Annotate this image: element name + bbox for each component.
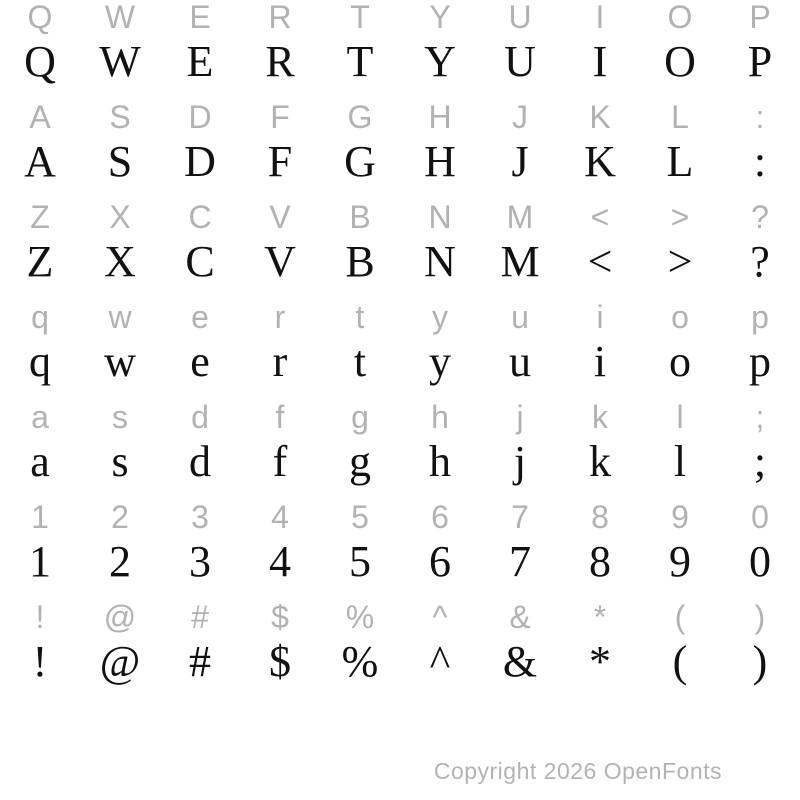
specimen-glyph: $ [269,637,291,686]
specimen-glyph: d [189,437,211,486]
char-cell [240,600,320,700]
specimen-glyph: G [344,137,376,186]
reference-glyph: * [593,599,607,635]
specimen-glyph: # [189,637,211,686]
char-row-lowercase-qwerty [0,300,800,400]
char-cell [720,400,800,500]
specimen-glyph: 7 [509,537,531,586]
specimen-glyph: S [107,137,133,186]
reference-glyph: q [31,299,49,335]
char-cell [320,0,400,100]
specimen-glyph: B [345,237,375,286]
reference-glyph: g [351,399,369,435]
specimen-glyph: M [500,237,540,286]
specimen-glyph: a [30,437,50,486]
char-cell [240,200,320,300]
char-cell [160,400,240,500]
char-cell [720,300,800,400]
char-cell [80,400,160,500]
reference-glyph: > [670,199,690,235]
char-cell [320,100,400,200]
char-cell [480,100,560,200]
char-cell [720,500,800,600]
specimen-glyph: F [267,137,293,186]
reference-glyph: % [345,599,375,635]
char-cell [720,100,800,200]
specimen-glyph: < [587,237,613,286]
reference-glyph: ? [751,199,769,235]
specimen-glyph: 2 [109,537,131,586]
specimen-glyph: i [593,337,607,386]
char-cell [480,300,560,400]
char-cell [640,300,720,400]
char-cell [480,500,560,600]
reference-glyph: s [112,399,128,435]
specimen-glyph: ! [32,637,48,686]
reference-glyph: 1 [31,499,49,535]
reference-glyph: W [104,0,136,35]
reference-glyph: o [671,299,689,335]
specimen-glyph: Z [26,237,54,286]
reference-glyph: 8 [591,499,609,535]
specimen-glyph: 9 [669,537,691,586]
reference-glyph: M [506,199,534,235]
specimen-glyph: 1 [29,537,51,586]
reference-glyph: @ [103,599,137,635]
char-row-uppercase-bottom [0,200,800,300]
char-cell [240,400,320,500]
char-cell [400,200,480,300]
specimen-glyph: R [265,37,295,86]
reference-glyph: D [188,99,212,135]
specimen-glyph: L [666,137,694,186]
char-cell [400,500,480,600]
reference-glyph: O [667,0,693,35]
specimen-glyph: : [753,137,767,186]
char-cell [320,300,400,400]
specimen-glyph: 5 [349,537,371,586]
char-cell [80,0,160,100]
char-cell [160,300,240,400]
specimen-glyph: U [504,37,536,86]
char-cell [480,0,560,100]
specimen-glyph: J [511,137,529,186]
reference-glyph: ^ [432,599,448,635]
reference-glyph: 2 [111,499,129,535]
reference-glyph: Z [30,199,50,235]
reference-glyph: N [428,199,452,235]
reference-glyph: 6 [431,499,449,535]
reference-glyph: ( [674,599,686,635]
specimen-glyph: y [429,337,451,386]
char-cell [560,500,640,600]
char-cell [560,0,640,100]
char-cell [0,300,80,400]
reference-glyph: u [511,299,529,335]
char-cell [640,600,720,700]
specimen-glyph: Q [24,37,56,86]
reference-glyph: h [431,399,449,435]
char-cell [0,200,80,300]
specimen-glyph: T [346,37,374,86]
specimen-glyph: k [589,437,611,486]
char-cell [560,100,640,200]
specimen-glyph: t [353,337,367,386]
specimen-glyph: f [272,437,288,486]
specimen-glyph: D [184,137,216,186]
reference-glyph: f [275,399,285,435]
char-cell [560,300,640,400]
reference-glyph: R [268,0,292,35]
reference-glyph: I [595,0,605,35]
reference-glyph: 3 [191,499,209,535]
reference-glyph: 5 [351,499,369,535]
char-cell [160,100,240,200]
char-cell [560,600,640,700]
char-cell [640,400,720,500]
char-cell [80,500,160,600]
char-row-symbols [0,600,800,700]
reference-glyph: P [749,0,771,35]
specimen-glyph: e [190,337,210,386]
char-cell [320,600,400,700]
reference-glyph: 9 [671,499,689,535]
specimen-glyph: ) [752,637,768,686]
reference-glyph: B [349,199,371,235]
specimen-glyph: q [29,337,51,386]
copyright-text: Copyright 2026 OpenFonts [433,758,722,784]
specimen-glyph: W [99,37,141,86]
reference-glyph: $ [271,599,289,635]
reference-glyph: V [269,199,291,235]
char-cell [0,500,80,600]
specimen-glyph: ^ [429,637,451,686]
reference-glyph: T [350,0,370,35]
reference-glyph: C [188,199,212,235]
reference-glyph: e [191,299,209,335]
char-cell [0,600,80,700]
specimen-glyph: ( [672,637,688,686]
char-cell [640,100,720,200]
reference-glyph: w [108,299,132,335]
char-cell [80,200,160,300]
specimen-glyph: u [509,337,531,386]
specimen-glyph: @ [99,637,141,686]
char-cell [480,600,560,700]
specimen-glyph: > [667,237,693,286]
specimen-glyph: h [429,437,451,486]
reference-glyph: j [516,399,524,435]
char-cell [160,0,240,100]
char-cell [720,0,800,100]
char-cell [320,200,400,300]
char-cell [400,300,480,400]
reference-glyph: U [508,0,532,35]
reference-glyph: F [270,99,290,135]
specimen-glyph: V [264,237,296,286]
char-cell [320,500,400,600]
specimen-glyph: * [589,637,611,686]
reference-glyph: Q [27,0,53,35]
reference-glyph: ! [35,599,45,635]
char-cell [640,200,720,300]
reference-glyph: # [191,599,209,635]
reference-glyph: ) [754,599,766,635]
reference-glyph: 7 [511,499,529,535]
reference-glyph: l [676,399,684,435]
char-cell [320,400,400,500]
char-cell [240,100,320,200]
char-cell [80,300,160,400]
specimen-glyph: 0 [749,537,771,586]
char-row-uppercase-home [0,100,800,200]
reference-glyph: H [428,99,452,135]
char-cell [400,600,480,700]
specimen-glyph: ? [750,237,770,286]
specimen-glyph: 4 [269,537,291,586]
specimen-glyph: 6 [429,537,451,586]
specimen-glyph: w [104,337,136,386]
specimen-glyph: r [272,337,288,386]
reference-glyph: p [751,299,769,335]
char-cell [560,400,640,500]
char-cell [240,500,320,600]
char-cell [400,100,480,200]
char-cell [640,500,720,600]
specimen-glyph: 8 [589,537,611,586]
reference-glyph: L [671,99,689,135]
char-cell [160,500,240,600]
specimen-glyph: & [502,637,538,686]
specimen-glyph: O [664,37,696,86]
reference-glyph: r [274,299,286,335]
specimen-glyph: C [185,237,215,286]
reference-glyph: X [109,199,131,235]
char-row-uppercase-qwerty [0,0,800,100]
char-cell [720,200,800,300]
char-cell [400,0,480,100]
specimen-glyph: 3 [189,537,211,586]
specimen-glyph: K [584,137,616,186]
char-cell [240,0,320,100]
reference-glyph: i [596,299,604,335]
char-cell [0,100,80,200]
specimen-glyph: Y [424,37,456,86]
specimen-glyph: j [513,437,527,486]
specimen-glyph: X [104,237,136,286]
reference-glyph: y [432,299,448,335]
reference-glyph: K [589,99,611,135]
char-cell [0,0,80,100]
specimen-glyph: P [747,37,773,86]
char-cell [720,600,800,700]
reference-glyph: k [592,399,608,435]
specimen-glyph: A [24,137,56,186]
specimen-glyph: H [424,137,456,186]
specimen-glyph: N [424,237,456,286]
reference-glyph: G [347,99,373,135]
reference-glyph: a [31,399,49,435]
char-cell [80,100,160,200]
reference-glyph: : [755,99,765,135]
reference-glyph: S [109,99,131,135]
reference-glyph: ; [755,399,765,435]
char-row-digits [0,500,800,600]
char-cell [80,600,160,700]
char-cell [240,300,320,400]
specimen-glyph: % [341,637,379,686]
reference-glyph: E [189,0,211,35]
reference-glyph: A [29,99,51,135]
char-row-lowercase-home [0,400,800,500]
specimen-glyph: ; [753,437,767,486]
specimen-glyph: l [673,437,687,486]
specimen-glyph: I [592,37,608,86]
char-cell [160,600,240,700]
char-cell [160,200,240,300]
char-cell [400,400,480,500]
reference-glyph: Y [429,0,451,35]
reference-glyph: t [355,299,365,335]
specimen-glyph: o [669,337,691,386]
specimen-glyph: s [111,437,129,486]
reference-glyph: & [509,599,531,635]
specimen-glyph: E [186,37,214,86]
reference-glyph: 0 [751,499,769,535]
char-cell [560,200,640,300]
char-cell [480,400,560,500]
reference-glyph: < [590,199,610,235]
reference-glyph: d [191,399,209,435]
char-cell [0,400,80,500]
char-cell [640,0,720,100]
specimen-glyph: g [349,437,371,486]
reference-glyph: 4 [271,499,289,535]
char-cell [480,200,560,300]
specimen-glyph: p [749,337,771,386]
reference-glyph: J [512,99,528,135]
